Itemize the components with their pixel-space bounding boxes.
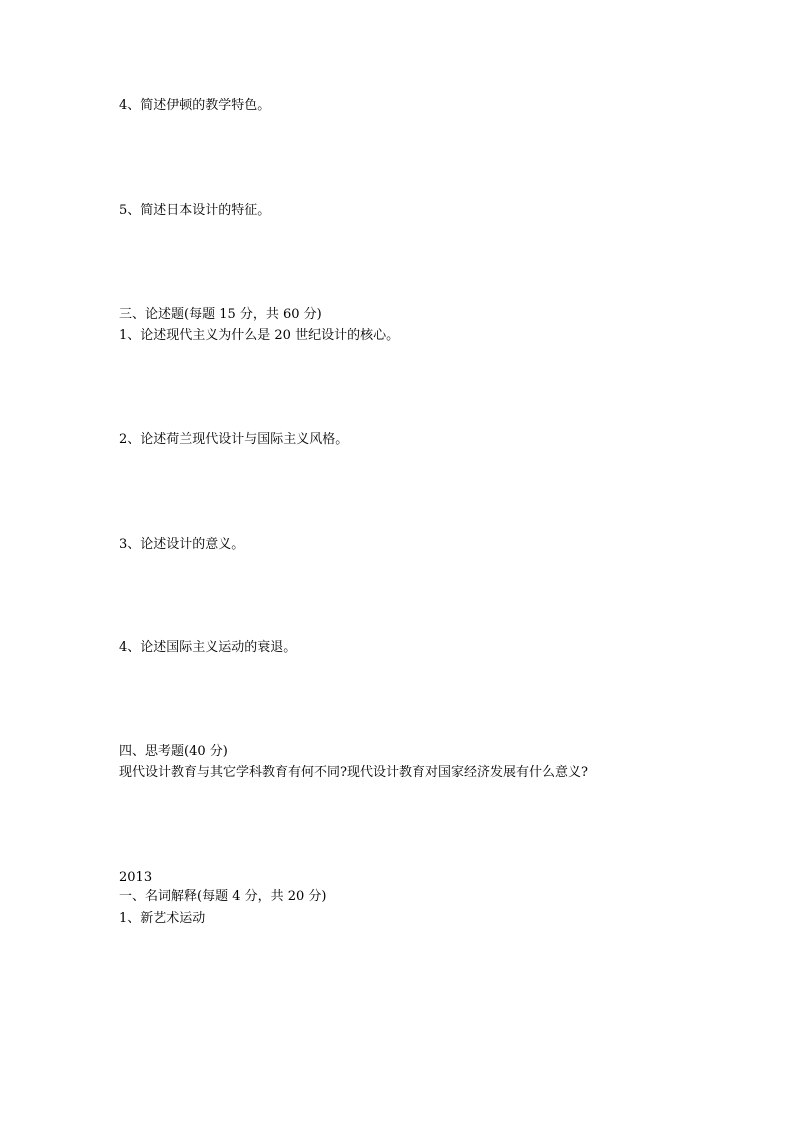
question-4-eaton-teaching: 4、简述伊顿的教学特色。 bbox=[119, 98, 271, 113]
year-heading: 2013 bbox=[119, 870, 153, 885]
essay-question-2: 2、论述荷兰现代设计与国际主义风格。 bbox=[119, 432, 349, 447]
essay-question-4: 4、论述国际主义运动的衰退。 bbox=[119, 640, 297, 655]
section-one-heading: 一、名词解释(每题 4 分，共 20 分) bbox=[119, 889, 327, 904]
essay-question-1: 1、论述现代主义为什么是 20 世纪设计的核心。 bbox=[119, 328, 400, 343]
term-question-1: 1、新艺术运动 bbox=[119, 911, 206, 926]
essay-question-3: 3、论述设计的意义。 bbox=[119, 537, 245, 552]
section-four-heading: 四、思考题(40 分) bbox=[119, 744, 228, 759]
reflection-question: 现代设计教育与其它学科教育有何不同?现代设计教育对国家经济发展有什么意义? bbox=[119, 765, 588, 780]
question-5-japanese-design: 5、简述日本设计的特征。 bbox=[119, 203, 271, 218]
section-three-heading: 三、论述题(每题 15 分，共 60 分) bbox=[119, 307, 322, 322]
